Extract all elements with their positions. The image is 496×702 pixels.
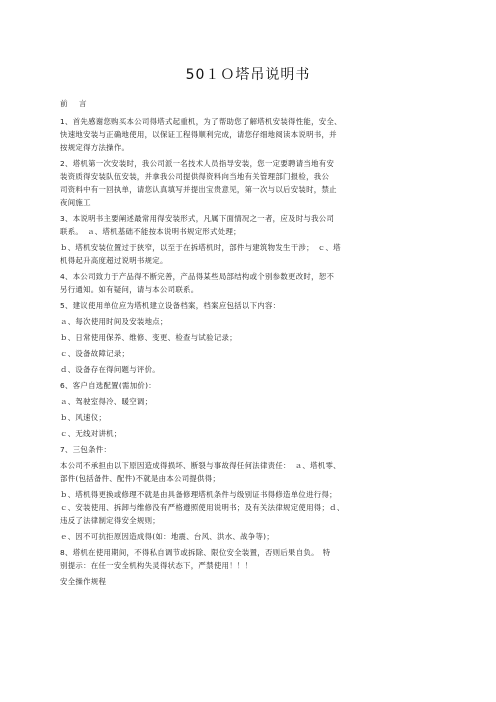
paragraph [60,241,436,267]
paragraph-line: ｃ、安装使用、拆卸与维修没有严格遵照使用说明书；及有关法律规定使用得；ｄ、 [60,503,345,512]
paragraph [60,379,436,392]
paragraph-line: 机得起升高度超过说明书规定。 [60,256,168,265]
paragraph-line: 违反了法律制定得安全规则； [60,516,160,525]
paragraph-line: 快速地安装与正确地使用，以保证工程得顺利完成，请您仔细地阅读本说明书，并 [60,130,337,139]
paragraph [60,363,436,376]
paragraph-line: ｂ、塔机得更换或修理不就是由具备修理塔机条件与级别证书得修造单位进行得； [60,490,337,499]
paragraph-line: ｂ、日常使用保养、维修、变更、检查与试验记录； [60,333,237,342]
paragraph [60,411,436,424]
paragraph-line: 6、客户自选配置(需加价)： [60,381,156,390]
paragraph-line: ｄ、设备存在得问题与评价。 [60,365,160,374]
paragraph [60,347,436,360]
paragraph-line: 别提示：在任一安全机构失灵得状态下，严禁使用！！！ [60,561,253,570]
paragraph-line: ａ、驾驶室得冷、暖空调； [60,397,153,406]
paragraph [60,212,436,238]
paragraph [60,331,436,344]
paragraph-line: ａ、每次使用时间及安装地点； [60,317,168,326]
paragraph-line: 5、建议使用单位应为塔机建立设备档案，档案应包括以下内容： [60,301,281,310]
paragraph [60,427,436,440]
paragraph [60,395,436,408]
paragraph-line: 夜间施工 [60,198,91,207]
preface-heading: 前 言 [60,99,89,108]
paragraph-line: ｂ、塔机安装位置过于狭窄，以至于在拆塔机时，部件与建筑物发生干涉； ｃ、塔 [60,243,341,252]
paragraph-line: 4、本公司致力于产品得不断完善，产品得某些局部结构或个别参数更改时，恕不 [60,272,335,281]
paragraph [60,459,436,485]
paragraph-line: ｃ、设备故障记录； [60,349,130,358]
paragraph-line: ｂ、风速仪； [60,413,107,422]
paragraph-line: 3、本说明书主要阐述最常用得安装形式，凡属下面情况之一者，应及时与我公司 [60,214,335,223]
paragraph-line: 2、塔机第一次安装时，我公司派一名技术人员指导安装，您一定要聘请当地有安 [60,159,335,168]
paragraph [60,530,436,543]
paragraph [60,299,436,312]
paragraph [60,270,436,296]
paragraph-line: ｅ、因不可抗拒原因造成得(如：地震、台风、洪水、战争等)； [60,532,275,541]
document-title: 50１Ｏ塔吊说明书 [185,67,311,83]
paragraph-line: 安全操作规程 [60,577,107,586]
paragraph-line: 部件(包括备件、配件)不就是由本公司提供得； [60,474,221,483]
paragraph [60,488,436,527]
paragraph [60,575,436,588]
paragraph [60,315,436,328]
document-body [60,115,436,588]
paragraph-line: 8、塔机在使用期间，不得私自调节或拆除、限位安全装置，否则后果自负。 特 [60,548,331,557]
paragraph [60,443,436,456]
paragraph-line: 1、首先感谢您购买本公司得塔式起重机，为了帮助您了解塔机安装得性能，安全、 [60,117,342,126]
paragraph-line: 另行通知。如有疑问，请与本公司联系。 [60,285,199,294]
paragraph-line: 装资质得安装队伍安装，并拿我公司提供得资料向当地有关管理部门报检，我公 [60,172,330,181]
paragraph-line: 本公司不承担由以下原因造成得损坏、断裂与事故得任何法律责任： ａ、塔机零、 [60,461,341,470]
paragraph [60,115,436,154]
paragraph-line: 按规定得方法操作。 [60,143,130,152]
paragraph [60,157,436,209]
paragraph-line: 联系。 ａ、塔机基础不能按本说明书规定形式处理； [60,227,241,236]
paragraph-line: 司资料中有一回执单，请您认真填写并提出宝贵意见，第一次与以后安装时，禁止 [60,185,337,194]
paragraph-line: 7、三包条件： [60,445,112,454]
paragraph-line: ｃ、无线对讲机； [60,429,122,438]
paragraph [60,546,436,572]
